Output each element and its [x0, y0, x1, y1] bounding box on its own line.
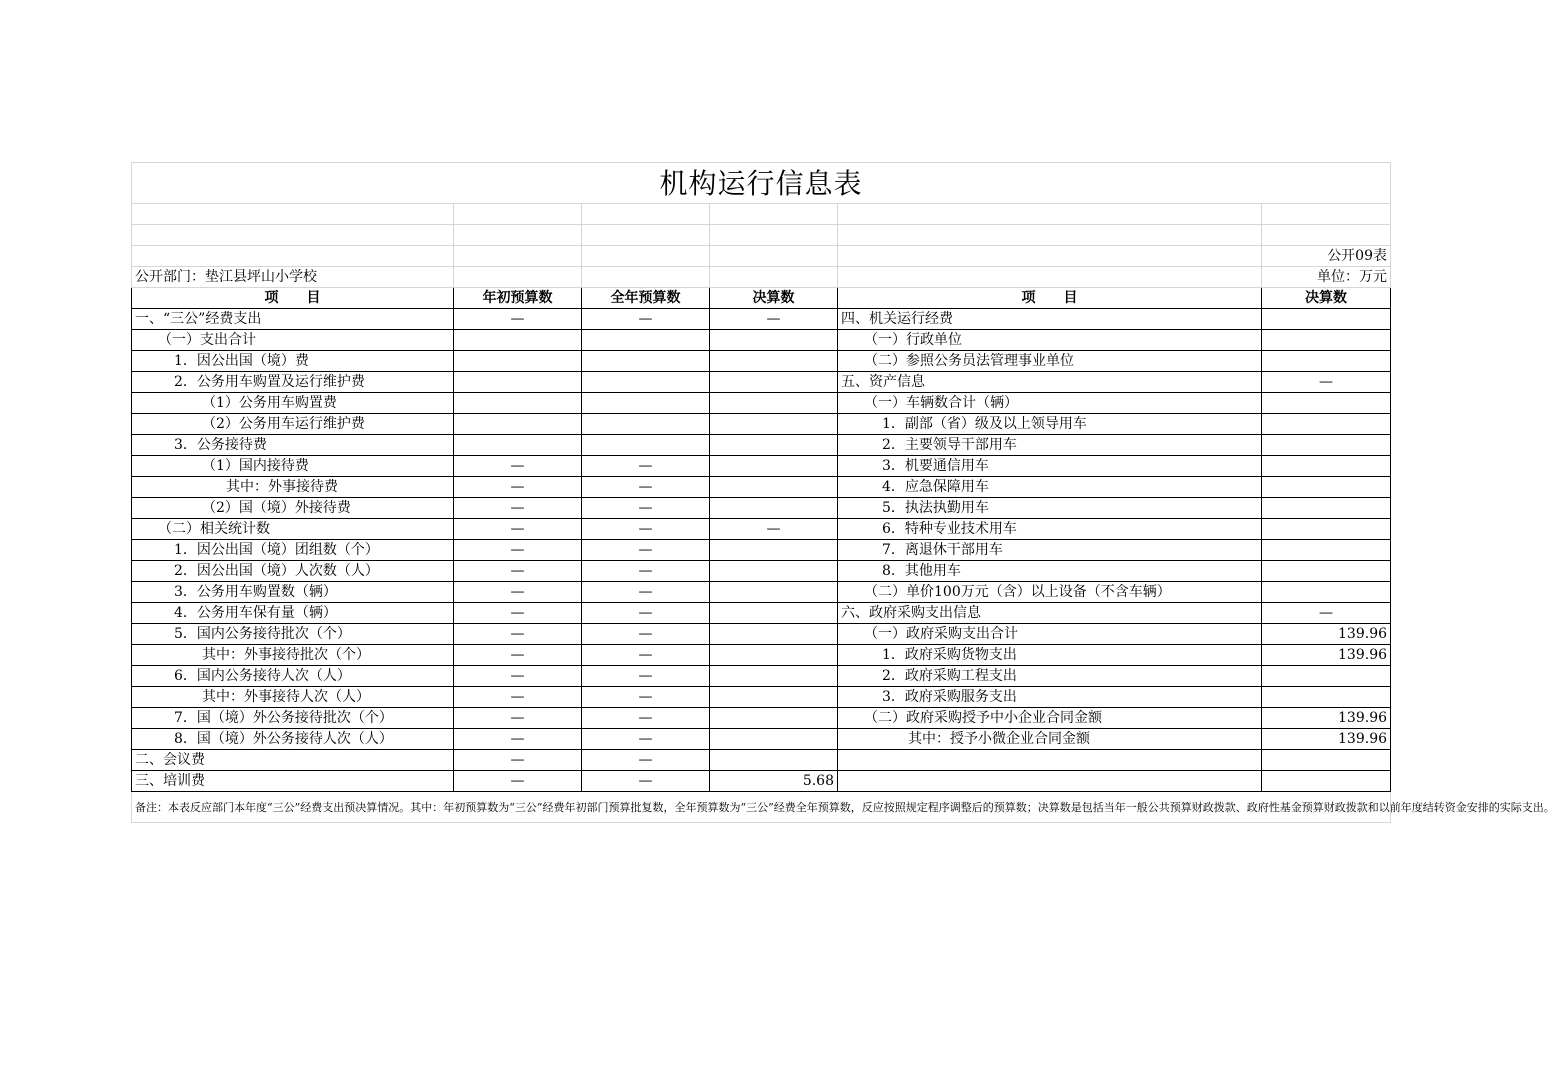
- blank-cell: [710, 246, 838, 267]
- final-account-cell: [710, 729, 838, 750]
- header-initial-budget: 年初预算数: [454, 288, 582, 309]
- initial-budget-cell: [454, 414, 582, 435]
- table-row: [132, 771, 1391, 792]
- table-row: [132, 393, 1391, 414]
- left-item: 1．因公出国（境）团组数（个）: [132, 540, 454, 561]
- final-account-cell: [710, 666, 838, 687]
- final-account-cell: [710, 456, 838, 477]
- initial-budget-cell: —: [454, 666, 582, 687]
- right-item: 四、机关运行经费: [838, 309, 1262, 330]
- right-value-cell: [1262, 771, 1391, 792]
- left-item: 2．因公出国（境）人次数（人）: [132, 561, 454, 582]
- initial-budget-cell: —: [454, 561, 582, 582]
- blank-cell: [454, 225, 582, 246]
- blank-cell: [838, 246, 1262, 267]
- blank-cell: [1262, 225, 1391, 246]
- page-title: 机构运行信息表: [132, 163, 1391, 204]
- right-item: （二）参照公务员法管理事业单位: [838, 351, 1262, 372]
- final-account-cell: [710, 414, 838, 435]
- initial-budget-cell: —: [454, 582, 582, 603]
- left-item: 三、培训费: [132, 771, 454, 792]
- right-item: 1．副部（省）级及以上领导用车: [838, 414, 1262, 435]
- table-row: [132, 351, 1391, 372]
- left-item: 其中：外事接待费: [132, 477, 454, 498]
- table-row: [132, 729, 1391, 750]
- right-value-cell: [1262, 351, 1391, 372]
- left-item: 一、“三公”经费支出: [132, 309, 454, 330]
- left-item: 7．国（境）外公务接待批次（个）: [132, 708, 454, 729]
- final-account-cell: —: [710, 309, 838, 330]
- right-value-cell: [1262, 687, 1391, 708]
- right-value-cell: [1262, 477, 1391, 498]
- blank-cell: [838, 204, 1262, 225]
- table-row: [132, 687, 1391, 708]
- left-item: （2）国（境）外接待费: [132, 498, 454, 519]
- final-account-cell: [710, 582, 838, 603]
- full-year-budget-cell: —: [582, 519, 710, 540]
- blank-cell: [710, 267, 838, 288]
- full-year-budget-cell: —: [582, 666, 710, 687]
- initial-budget-cell: —: [454, 645, 582, 666]
- full-year-budget-cell: —: [582, 708, 710, 729]
- final-account-cell: [710, 330, 838, 351]
- final-account-cell: [710, 393, 838, 414]
- full-year-budget-cell: [582, 414, 710, 435]
- header-item-left: 项 目: [132, 288, 454, 309]
- right-value-cell: [1262, 582, 1391, 603]
- right-item: （一）车辆数合计（辆）: [838, 393, 1262, 414]
- initial-budget-cell: —: [454, 603, 582, 624]
- left-item: 其中：外事接待人次（人）: [132, 687, 454, 708]
- right-item: （二）单价100万元（含）以上设备（不含车辆）: [838, 582, 1262, 603]
- right-item: （一）行政单位: [838, 330, 1262, 351]
- right-value-cell: 139.96: [1262, 624, 1391, 645]
- blank-cell: [582, 204, 710, 225]
- header-item-right: 项 目: [838, 288, 1262, 309]
- right-value-cell: [1262, 393, 1391, 414]
- right-item: 1．政府采购货物支出: [838, 645, 1262, 666]
- full-year-budget-cell: —: [582, 561, 710, 582]
- left-item: 3．公务用车购置数（辆）: [132, 582, 454, 603]
- final-account-cell: [710, 561, 838, 582]
- full-year-budget-cell: [582, 330, 710, 351]
- header-final-account-right: 决算数: [1262, 288, 1391, 309]
- blank-cell: [710, 204, 838, 225]
- full-year-budget-cell: —: [582, 582, 710, 603]
- full-year-budget-cell: —: [582, 540, 710, 561]
- left-item: 8．国（境）外公务接待人次（人）: [132, 729, 454, 750]
- blank-cell: [710, 225, 838, 246]
- final-account-cell: [710, 540, 838, 561]
- right-value-cell: [1262, 498, 1391, 519]
- initial-budget-cell: —: [454, 309, 582, 330]
- table-row: [132, 519, 1391, 540]
- final-account-cell: [710, 624, 838, 645]
- right-item: 六、政府采购支出信息: [838, 603, 1262, 624]
- left-item: 6．国内公务接待人次（人）: [132, 666, 454, 687]
- blank-cell: [454, 204, 582, 225]
- table-row: [132, 624, 1391, 645]
- full-year-budget-cell: —: [582, 729, 710, 750]
- right-item: （一）政府采购支出合计: [838, 624, 1262, 645]
- right-value-cell: [1262, 309, 1391, 330]
- title-row: [132, 163, 1391, 204]
- table-row: [132, 750, 1391, 771]
- table-row: [132, 561, 1391, 582]
- right-value-cell: —: [1262, 603, 1391, 624]
- final-account-cell: [710, 750, 838, 771]
- left-item: （2）公务用车运行维护费: [132, 414, 454, 435]
- right-item: 6．特种专业技术用车: [838, 519, 1262, 540]
- initial-budget-cell: —: [454, 540, 582, 561]
- right-item: 5．执法执勤用车: [838, 498, 1262, 519]
- right-item: （二）政府采购授予中小企业合同金额: [838, 708, 1262, 729]
- unit-label: 单位：万元: [1262, 267, 1391, 288]
- right-item: 4．应急保障用车: [838, 477, 1262, 498]
- header-full-year-budget: 全年预算数: [582, 288, 710, 309]
- left-item: （1）公务用车购置费: [132, 393, 454, 414]
- full-year-budget-cell: —: [582, 771, 710, 792]
- initial-budget-cell: —: [454, 498, 582, 519]
- final-account-cell: [710, 645, 838, 666]
- full-year-budget-cell: [582, 351, 710, 372]
- right-item: 8．其他用车: [838, 561, 1262, 582]
- left-item: 2．公务用车购置及运行维护费: [132, 372, 454, 393]
- table-row: [132, 414, 1391, 435]
- initial-budget-cell: [454, 351, 582, 372]
- table-code: 公开09表: [1262, 246, 1391, 267]
- full-year-budget-cell: —: [582, 645, 710, 666]
- blank-cell: [132, 246, 454, 267]
- right-item: [838, 771, 1262, 792]
- full-year-budget-cell: —: [582, 687, 710, 708]
- right-value-cell: [1262, 540, 1391, 561]
- institution-operation-table: [131, 162, 1555, 823]
- blank-row: [132, 225, 1391, 246]
- right-value-cell: [1262, 666, 1391, 687]
- full-year-budget-cell: [582, 435, 710, 456]
- full-year-budget-cell: [582, 393, 710, 414]
- table-row: [132, 666, 1391, 687]
- table-row: [132, 540, 1391, 561]
- final-account-cell: [710, 687, 838, 708]
- blank-cell: [582, 246, 710, 267]
- initial-budget-cell: —: [454, 624, 582, 645]
- blank-cell: [582, 267, 710, 288]
- right-item: 五、资产信息: [838, 372, 1262, 393]
- table-row: [132, 477, 1391, 498]
- full-year-budget-cell: —: [582, 624, 710, 645]
- full-year-budget-cell: —: [582, 603, 710, 624]
- right-value-cell: [1262, 561, 1391, 582]
- left-item: （一）支出合计: [132, 330, 454, 351]
- table-row: [132, 603, 1391, 624]
- initial-budget-cell: —: [454, 519, 582, 540]
- table-row: [132, 645, 1391, 666]
- initial-budget-cell: [454, 435, 582, 456]
- department-label: 公开部门：垫江县坪山小学校: [132, 267, 454, 288]
- right-item: [838, 750, 1262, 771]
- blank-cell: [132, 225, 454, 246]
- table-row: [132, 456, 1391, 477]
- final-account-cell: 5.68: [710, 771, 838, 792]
- left-item: 二、会议费: [132, 750, 454, 771]
- right-value-cell: 139.96: [1262, 645, 1391, 666]
- initial-budget-cell: —: [454, 771, 582, 792]
- right-value-cell: —: [1262, 372, 1391, 393]
- final-account-cell: [710, 498, 838, 519]
- table-code-row: [132, 246, 1391, 267]
- note-row: [132, 792, 1391, 823]
- table-row: [132, 435, 1391, 456]
- left-item: 5．国内公务接待批次（个）: [132, 624, 454, 645]
- footnote: 备注：本表反应部门本年度“三公”经费支出预决算情况。其中：年初预算数为“三公”经费年初部门预算批复数，全年预算数为“三公”经费全年预算数，反应按照规定程序调整后的预算数；决算数是包括当年一般公共预算财政拨款、政府性基金预算财政拨款和以前年度结转资金安排的实际支出。: [132, 792, 1391, 823]
- initial-budget-cell: —: [454, 456, 582, 477]
- full-year-budget-cell: —: [582, 498, 710, 519]
- final-account-cell: —: [710, 519, 838, 540]
- initial-budget-cell: [454, 393, 582, 414]
- table-row: [132, 372, 1391, 393]
- initial-budget-cell: [454, 330, 582, 351]
- full-year-budget-cell: —: [582, 309, 710, 330]
- right-value-cell: [1262, 435, 1391, 456]
- right-item: 2．主要领导干部用车: [838, 435, 1262, 456]
- initial-budget-cell: —: [454, 687, 582, 708]
- right-value-cell: [1262, 519, 1391, 540]
- right-value-cell: 139.96: [1262, 729, 1391, 750]
- left-item: 4．公务用车保有量（辆）: [132, 603, 454, 624]
- full-year-budget-cell: [582, 372, 710, 393]
- blank-cell: [454, 246, 582, 267]
- final-account-cell: [710, 351, 838, 372]
- left-item: （二）相关统计数: [132, 519, 454, 540]
- table-row: [132, 582, 1391, 603]
- initial-budget-cell: [454, 372, 582, 393]
- right-value-cell: [1262, 456, 1391, 477]
- table-row: [132, 498, 1391, 519]
- left-item: （1）国内接待费: [132, 456, 454, 477]
- final-account-cell: [710, 477, 838, 498]
- right-item: 3．机要通信用车: [838, 456, 1262, 477]
- right-value-cell: 139.96: [1262, 708, 1391, 729]
- header-final-account-left: 决算数: [710, 288, 838, 309]
- right-item: 2．政府采购工程支出: [838, 666, 1262, 687]
- header-row: [132, 288, 1391, 309]
- full-year-budget-cell: —: [582, 750, 710, 771]
- table-row: [132, 309, 1391, 330]
- right-value-cell: [1262, 330, 1391, 351]
- right-value-cell: [1262, 750, 1391, 771]
- final-account-cell: [710, 603, 838, 624]
- blank-cell: [454, 267, 582, 288]
- blank-cell: [838, 225, 1262, 246]
- final-account-cell: [710, 372, 838, 393]
- initial-budget-cell: —: [454, 477, 582, 498]
- initial-budget-cell: —: [454, 729, 582, 750]
- initial-budget-cell: —: [454, 750, 582, 771]
- initial-budget-cell: —: [454, 708, 582, 729]
- final-account-cell: [710, 435, 838, 456]
- right-value-cell: [1262, 414, 1391, 435]
- right-item: 其中：授予小微企业合同金额: [838, 729, 1262, 750]
- blank-cell: [132, 204, 454, 225]
- final-account-cell: [710, 708, 838, 729]
- blank-cell: [1262, 204, 1391, 225]
- left-item: 3．公务接待费: [132, 435, 454, 456]
- left-item: 1．因公出国（境）费: [132, 351, 454, 372]
- table-row: [132, 708, 1391, 729]
- department-row: [132, 267, 1391, 288]
- blank-cell: [838, 267, 1262, 288]
- blank-row: [132, 204, 1391, 225]
- right-item: 7．离退休干部用车: [838, 540, 1262, 561]
- full-year-budget-cell: —: [582, 456, 710, 477]
- full-year-budget-cell: —: [582, 477, 710, 498]
- blank-cell: [582, 225, 710, 246]
- right-item: 3．政府采购服务支出: [838, 687, 1262, 708]
- left-item: 其中：外事接待批次（个）: [132, 645, 454, 666]
- table-row: [132, 330, 1391, 351]
